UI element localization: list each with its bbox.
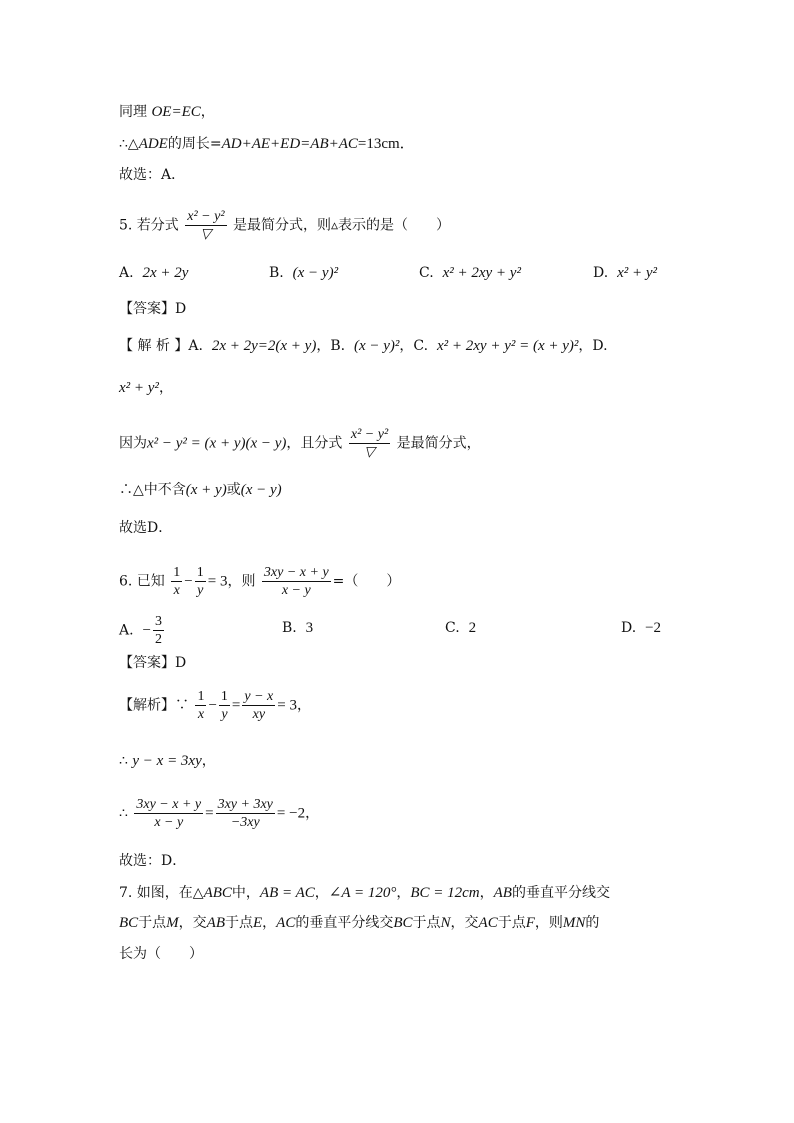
- text: ，: [262, 915, 277, 931]
- text: =（ ）: [332, 573, 401, 590]
- numerator: y − x: [244, 689, 274, 704]
- math: AC: [478, 915, 498, 931]
- denominator: xy: [252, 707, 266, 722]
- math: = −2: [276, 805, 306, 822]
- text: 是最简分式，: [396, 435, 481, 452]
- text: 或: [226, 482, 241, 498]
- question-6: [119, 564, 400, 599]
- denominator: ▽: [364, 445, 375, 460]
- fraction: [216, 796, 275, 831]
- option-label: C.: [445, 620, 460, 636]
- math: = 3: [207, 573, 228, 590]
- answer-6: [119, 653, 186, 673]
- option-d: [593, 263, 657, 283]
- numerator: x² − y²: [350, 427, 389, 442]
- solution-5-line-3: [119, 426, 481, 461]
- math: (x + y): [185, 482, 227, 498]
- math: AC: [276, 915, 296, 931]
- text-line-3: [119, 165, 185, 185]
- text: ，: [305, 805, 320, 822]
- text: 于点: [225, 915, 253, 931]
- numerator: x² − y²: [187, 209, 225, 224]
- math: 2x + 2y=2(x + y): [211, 338, 317, 354]
- text: 的垂直平分线交: [511, 885, 610, 901]
- math: N: [440, 915, 451, 931]
- numerator: 1: [197, 689, 205, 704]
- math: ADE: [138, 136, 168, 152]
- fraction: [185, 208, 226, 243]
- denominator: y: [221, 707, 228, 722]
- math: F: [525, 915, 535, 931]
- text: 于点: [497, 915, 526, 931]
- fraction: [242, 688, 275, 723]
- math: OE=EC: [151, 104, 201, 120]
- text: ，C.: [399, 338, 429, 354]
- numerator: 3xy − x + y: [136, 797, 202, 812]
- math: x² + y²: [119, 380, 159, 396]
- option-value: 2: [468, 620, 477, 636]
- fraction: [153, 613, 164, 648]
- denominator: x − y: [281, 583, 311, 598]
- denominator: y: [197, 583, 204, 598]
- option-value: (x − y)²: [292, 265, 339, 281]
- option-label: D.: [593, 265, 609, 281]
- option-label: A.: [119, 622, 134, 639]
- solution-5-line-1: [119, 336, 608, 356]
- option-label: A.: [119, 265, 134, 281]
- text: ，: [201, 753, 216, 769]
- math: MN: [562, 915, 586, 931]
- text: 7. 如图，在△: [119, 885, 204, 901]
- answer-5: [119, 299, 186, 319]
- text: 故选：D．: [119, 853, 187, 869]
- option-label: B.: [282, 620, 297, 636]
- text: ∴△中不含: [119, 482, 186, 498]
- fraction: [171, 564, 182, 599]
- text: 是最简分式，则▵表示的是（ ）: [233, 217, 451, 234]
- text: ，: [296, 697, 311, 714]
- option-a: [119, 263, 188, 283]
- option-c: [445, 618, 476, 638]
- numerator: 1: [173, 565, 181, 580]
- option-a: [119, 613, 166, 648]
- text: 因为: [119, 435, 147, 452]
- math: x² − y² = (x + y)(x − y): [147, 435, 287, 452]
- text: ，则: [534, 915, 563, 931]
- operator: =: [205, 805, 214, 822]
- solution-5-line-4: [119, 480, 282, 500]
- math: AB: [206, 915, 225, 931]
- text: ∴△: [119, 136, 139, 152]
- option-value: 3: [305, 620, 314, 636]
- solution-6-line-3: [119, 796, 319, 831]
- option-b: [282, 618, 313, 638]
- option-label: C.: [419, 265, 434, 281]
- math: (x − y)²: [353, 338, 400, 354]
- text: ，且分式: [286, 435, 343, 452]
- text: 【 解 析 】A.: [119, 338, 203, 354]
- numerator: 1: [196, 565, 204, 580]
- fraction: [349, 426, 390, 461]
- denominator: x − y: [154, 815, 184, 830]
- numerator: 3: [154, 614, 162, 629]
- option-value: x² + 2xy + y²: [442, 265, 521, 281]
- denominator: −3xy: [230, 815, 260, 830]
- text: ，: [314, 885, 329, 901]
- text: ，D.: [578, 338, 608, 354]
- question-7-line-2: [119, 913, 599, 933]
- text: ，: [200, 104, 215, 120]
- denominator: x: [173, 583, 180, 598]
- text: ∴: [119, 753, 128, 769]
- text: ，: [479, 885, 494, 901]
- math: AD+AE+ED=AB+AC: [221, 136, 358, 152]
- answer: 【答案】D: [119, 301, 187, 317]
- math: BC: [393, 915, 413, 931]
- text: 于点: [412, 915, 441, 931]
- math: (x − y): [240, 482, 282, 498]
- fraction: [262, 564, 331, 599]
- math: ∠A = 120°: [328, 885, 397, 901]
- text: 5. 若分式: [119, 217, 179, 234]
- math: AB = AC: [259, 885, 315, 901]
- denominator: 2: [154, 632, 162, 647]
- operator: −: [184, 573, 193, 590]
- math: =13cm．: [357, 136, 415, 152]
- answer: 【答案】D: [119, 655, 187, 671]
- option-b: [269, 263, 338, 283]
- text: ，则: [227, 573, 256, 590]
- math: AB: [493, 885, 512, 901]
- text: 中，: [231, 885, 260, 901]
- text: 同理: [119, 104, 147, 120]
- math: E: [253, 915, 263, 931]
- option-label: B.: [269, 265, 284, 281]
- text: 6. 已知: [119, 573, 165, 590]
- text: 【解析】∵: [119, 697, 189, 714]
- fraction: [195, 564, 206, 599]
- numerator: 3xy + 3xy: [217, 797, 273, 812]
- numerator: 3xy − x + y: [263, 565, 329, 580]
- text: ∴: [119, 805, 128, 822]
- text: 的垂直平分线交: [295, 915, 394, 931]
- option-label: D.: [621, 620, 637, 636]
- solution-6-line-1: [119, 688, 311, 723]
- fraction: [134, 796, 203, 831]
- text: 的周长=: [167, 136, 222, 152]
- math: ABC: [203, 885, 232, 901]
- option-d: [621, 618, 661, 638]
- denominator: x: [197, 707, 205, 722]
- text: ，: [158, 380, 173, 396]
- option-c: [419, 263, 521, 283]
- option-value: −2: [645, 620, 662, 636]
- question-5: [119, 208, 450, 243]
- numerator: 1: [220, 689, 228, 704]
- operator: =: [231, 697, 241, 714]
- text: ，交: [450, 915, 479, 931]
- fraction: [219, 688, 230, 723]
- math: = 3: [277, 697, 297, 714]
- text: ，交: [178, 915, 207, 931]
- sign: −: [142, 622, 151, 639]
- math: BC = 12cm: [410, 885, 480, 901]
- solution-6-line-4: [119, 851, 186, 871]
- math: x² + 2xy + y² = (x + y)²: [437, 338, 579, 354]
- option-value: 2x + 2y: [142, 265, 189, 281]
- solution-6-line-2: [119, 751, 216, 771]
- text: 于点: [138, 915, 167, 931]
- solution-5-line-5: [119, 518, 172, 538]
- text: ，: [396, 885, 411, 901]
- text: 故选：A．: [119, 167, 186, 183]
- text: ，B.: [316, 338, 346, 354]
- text: 长为（ ）: [119, 946, 203, 962]
- question-7-line-1: [119, 883, 610, 903]
- math: BC: [119, 915, 139, 931]
- math: M: [166, 915, 179, 931]
- question-7-line-3: [119, 944, 203, 964]
- text-line-1: [119, 102, 215, 122]
- fraction: [195, 688, 206, 723]
- text: 故选D．: [119, 520, 173, 536]
- operator: −: [208, 697, 217, 714]
- math: y − x = 3xy: [132, 753, 202, 769]
- option-value: x² + y²: [617, 265, 658, 281]
- text-line-2: [119, 134, 415, 154]
- text: 的: [585, 915, 600, 931]
- denominator: ▽: [200, 227, 212, 242]
- solution-5-line-2: [119, 378, 173, 398]
